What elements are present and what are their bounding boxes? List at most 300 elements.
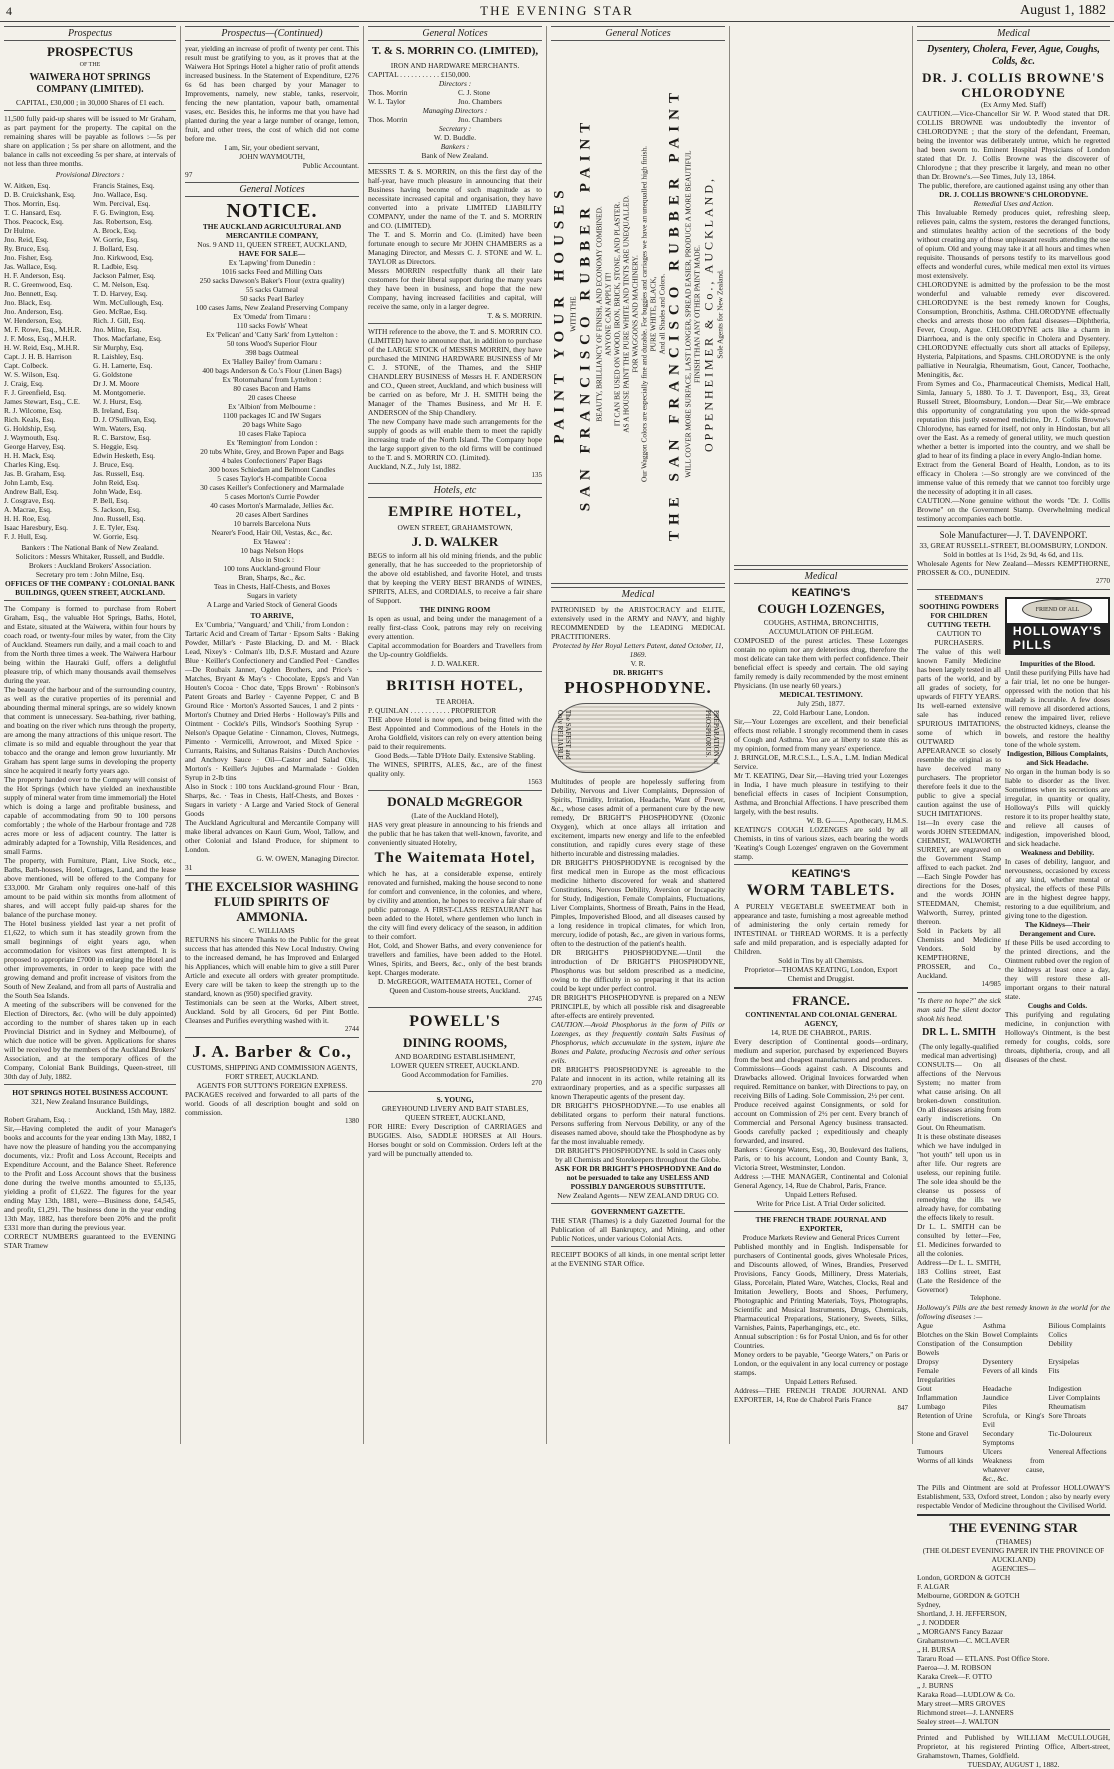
british-location: TE AROHA. <box>435 697 475 706</box>
rubber-paint-line: OPPENHEIMER & Co., AUCKLAND, <box>701 175 716 452</box>
sole-agents: Wholesale Agents for New Zealand—Messrs KEMPTHORNE, PROSSER & CO., DUNEDIN. <box>917 559 1110 577</box>
director-name: F. J. Greenfield, Esq. <box>4 388 67 397</box>
director-name: H. F. Anderson, Esq. <box>4 271 66 280</box>
director-name: Jno. Wallace, Esq. <box>93 190 148 199</box>
director-name: Jas. B. Graham, Esq. <box>4 469 66 478</box>
section-head: Medical <box>734 569 908 584</box>
managing-list <box>368 115 542 124</box>
director-name: R. Ladbie, Esq. <box>93 262 139 271</box>
rotated-ad-text <box>552 54 725 574</box>
disease-item: Tic-Doloureux <box>1048 1429 1092 1438</box>
trade-sub: Produce Markets Review and General Prices Current <box>742 1233 900 1242</box>
keatings-2: KEATING'S <box>791 868 851 880</box>
rubber-paint-line: PAINT YOUR HOUSES <box>551 183 568 444</box>
director-name: P. Bell, Esq. <box>93 496 129 505</box>
director-name: Dr J. M. Moore <box>93 379 140 388</box>
agency-item: Grahamstown—C. MCLAVER <box>917 1636 1010 1645</box>
account-to: Robert Graham, Esq. : <box>4 1115 71 1124</box>
sign-off: I am, Sir, your obedient servant, <box>224 143 320 152</box>
agency-item: „ MORGAN'S Fancy Bazaar <box>917 1627 1003 1636</box>
bankers: Bankers : The National Bank of New Zealand. <box>21 543 159 552</box>
mcgregor-sub: (Late of the Auckland Hotel), <box>411 811 499 820</box>
sale-item: Ex 'Remington' from London : <box>226 438 318 447</box>
dr-brights: DR. BRIGHT'S <box>612 668 664 677</box>
mcgregor-body: HAS very great pleasure in announcing to his friends and the public that he has taken that well-known, favorite, and conveniently situated Hotelry, <box>368 820 542 847</box>
section-head: Hotels, etc <box>368 483 542 498</box>
agency-item: London, GORDON & GOTCH <box>917 1573 1011 1582</box>
steedman-holloway-row <box>917 593 1110 1303</box>
director-name: Capt. J. H. B. Harrison <box>4 352 72 361</box>
smith-body: It is these obstinate diseases which we have indulged in "hot youth" tell upon us in after life. Our regrets are useless, our repining futile. The sole idea should be the cleanse us possess of remedying the ills we already have, for combating the effects likely to result. <box>917 1132 1001 1222</box>
prospectus-title: PROSPECTUS <box>47 44 133 59</box>
account-address: 321, New Zealand Insurance Buildings, <box>31 1097 149 1106</box>
phosphodyne-sold: DR BRIGHT'S PHOSPHODYNE. Is sold in Cases only by all Chemists and Storekeepers throughout the Globe. <box>555 1146 721 1164</box>
disease-item: Dysentery <box>982 1357 1014 1366</box>
sale-item: 10 barrels Barcelona Nuts <box>233 519 311 528</box>
evening-star-tag: (THE OLDEST EVENING PAPER IN THE PROVINCE OF AUCKLAND) <box>922 1546 1105 1564</box>
prospectus-body-1: The Company is formed to purchase from Robert Graham, Esq., the valuable Hot Springs, Baths, Hotel, and Estate, situated at the Waiwera, within four hours by coach road, or twenty-four miles by water, from the City of Auckland. Steamers run daily, and a mail coach to and from the North three times a week. The Waiwera Harbour being within the Hauraki Gulf, offers a delightful pleasure trip, of which many thousands avail themselves during the year. <box>4 604 176 685</box>
arrive-intro: Ex 'Cumbria,' 'Vanguard,' and 'Chili,' from London : <box>195 620 349 629</box>
divider <box>734 1211 908 1212</box>
barber-agents: AGENTS FOR SUTTON'S FOREIGN EXPRESS. <box>196 1081 348 1090</box>
director-name: J. Cosgrave, Esq. <box>4 496 56 505</box>
directors-heading: Provisional Directors : <box>55 170 125 179</box>
director-name: H. H. Mack, Esq. <box>4 451 56 460</box>
sale-item: 20 cases Albert Sardines <box>235 510 309 519</box>
director-name: Wm. Percival, Esq. <box>93 199 151 208</box>
director-name: Andrew Ball, Esq. <box>4 487 59 496</box>
dr-smith: DR L. L. SMITH <box>922 1027 996 1038</box>
smith-address: Address—Dr L. L. SMITH, 183 Collins street, East (Late the Residence of the Governor) <box>917 1258 1001 1294</box>
director-name: G. Goldstone <box>93 370 133 379</box>
director-name: Jno. Russell, Esq. <box>93 514 146 523</box>
director-name: J. E. Tyler, Esq. <box>93 523 140 532</box>
to-arrive: TO ARRIVE, <box>250 611 294 620</box>
imprint: Printed and Published by WILLIAM McCULLOUGH, Proprietor, at his registered Printing Office, Albert-street, Grahamstown, Thames, Goldfield. <box>917 1733 1110 1760</box>
prospectus-continued: year, yielding an increase of profit of twenty per cent. This result must be gratifying to you, as it proves that at the Waiwera Hot Springs Hotel a higher ratio of profit attends increased business. In the Statement of Expenditure, £276 6s 6d has been charged by your Manager to Improvements, namely, new stable, tanks, reservoir, fencing the new plantation, vapour bath, ornamental vases, etc. Besides this, he informs me that you have had planted during the year a large number of orange, lemon, fruit, and other trees, the cost of which did not come before me. <box>185 44 359 143</box>
collis-caution: CAUTION.—Vice-Chancellor Sir W. P. Wood stated that DR. COLLIS BROWNE was undoubtedly the inventor of CHLORODYNE ; that the story of the defendant, Freeman, being the inventor was deliberately untrue, which he regretted had been sworn to. Eminent Hospital Physicians of London stated that Dr. J. Collis Browne was the discoverer of Chlorodyne ; that they prescribe it largely, and mean no other than Dr. Browne's.—See Times, July 13, 1864. <box>917 109 1110 181</box>
trade-money: Money orders to be payable, "George Waters," on Paris or London, or the equivalent in any local currency or postage stamps. <box>734 1350 908 1377</box>
powells: POWELL'S <box>409 1013 501 1030</box>
reference-date: Auckland, N.Z., July 1st, 1882. <box>368 462 461 471</box>
director-name: Jno. Kirkwood, Esq. <box>93 253 154 262</box>
smith-quote: "Is there no hope?" the sick man said The silent doctor shook his head. <box>917 996 1001 1023</box>
testimony-sign: J. BRINGLOE, M.R.C.S.L., L.S.A., L.M. Indian Medical Service. <box>734 753 908 771</box>
director-name: Isaac Haresbury, Esq. <box>4 523 68 532</box>
sale-item: 110 sacks Fowls' Wheat <box>236 321 308 330</box>
managing-label: Managing Directors : <box>422 106 488 115</box>
dysentery-heading: Dysentery, Cholera, Fever, Ague, Coughs, Colds, &c. <box>927 44 1100 67</box>
sale-item: Ex 'Omeda' from Timaru : <box>233 312 311 321</box>
disease-item: Inflammation <box>917 1393 958 1402</box>
remedial-uses: Remedial Uses and Action. <box>973 199 1054 208</box>
barber-name: J. A. Barber & Co., <box>192 1042 352 1061</box>
rubber-paint-line: WITH THE <box>568 295 578 332</box>
disease-item: Venereal Affections <box>1048 1447 1107 1456</box>
british-body-3: The WINES, SPIRITS, ALES, &c., are of the finest quality only. <box>368 760 542 778</box>
dining-room: THE DINING ROOM <box>419 605 491 614</box>
disease-item: Indigestion <box>1048 1384 1082 1393</box>
holloway-ad <box>1005 593 1110 1303</box>
phosphodyne: PHOSPHODYNE. <box>564 678 712 697</box>
director-name: Jno. Milne, Esq. <box>93 325 142 334</box>
british-body-2: Good Beds.—Table D'Hote Daily. Extensive Stabling. <box>374 751 536 760</box>
divider <box>185 875 359 876</box>
testimony-2: Mr T. KEATING, Dear Sir,—Having tried your Lozenges in India, I have much pleasure in testifying to their beneficial effects in cases of Incipient Consumption, Asthma, and Bronchial Affections. I have prescribed them largely, with the best results. <box>734 771 908 816</box>
disease-item: Bowel Complaints <box>982 1330 1038 1339</box>
column-rubber-paint <box>547 26 730 1444</box>
testimony-body: Sir,—Your Lozenges are excellent, and their beneficial effects most reliable. I strongly recommend them in cases of Cough and Asthma. You are at liberty to state this as my opinion, formed from many years' experience. <box>734 717 908 753</box>
coughs: Coughs and Colds. <box>1027 1001 1088 1010</box>
director-name: Ry. Bruce, Esq. <box>4 244 50 253</box>
sale-item: 400 bags Anderson & Co.'s Flour (Linen Bags) <box>202 366 342 375</box>
ad-number: 97 <box>185 170 193 179</box>
director-name: Thos. Peacock, Esq. <box>4 217 64 226</box>
lozenges-body: COMPOSED of the purest articles. These Lozenges contain no opium nor any deleterious drug, therefore the most delicate can take them with perfect confidence. Their beneficial effect is speedy and certain. The old saying family remedy is daily recommended by the most eminent Physicians. (In use nearly 60 years.) <box>734 636 908 690</box>
divider <box>4 1084 176 1085</box>
sale-item: 50 sacks Pearl Barley <box>240 294 304 303</box>
director-name: D. J. O'Sullivan, Esq. <box>93 415 157 424</box>
weakness-body: In cases of debility, languor, and nervousness, occasioned by excess of any kind, whether mental or physical, the effects of these Pills are in the highest degree happy, restoring to a due equilibrium, and giving tone to the digestion. <box>1004 857 1110 920</box>
steedman-body: The value of this well known Family Medicine has been largely tested in all parts of the world, and by all grades of society, for upwards of FIFTY YEARS. Its well-earned extensive sale has induced SPURIOUS IMITATIONS, some of which in OUTWARD APPEARANCE so closely resemble the original as to have deceived many purchasers. The proprietor therefore feels it due to the public to give a special caution against the use of SUCH IMITATIONS. <box>917 647 1001 818</box>
young-body: FOR HIRE: Every Description of CARRIAGES and BUGGIES. Also, SADDLE HORSES at All Hours. Horses bought or sold on Commission. Orders left at the yard will be punctually attended to. <box>368 1122 542 1158</box>
divider <box>917 526 1110 527</box>
trade-body: Published monthly and in English. Indispensable for purchasers of Continental goods, gives Wholesale Prices, and Discounts allowed, of Wines, Brandies, Preserved Provisions, Fancy Goods, Millinery, Dress Materials, Glass, Porcelain, Plated Ware, Watches, Clocks, Real and Imitation Jewellery, Boots and Shoes, Perfumery, Photographic and Printing Materials, Toys, Photographs, Scientific and Musical Instruments, Drugs, Chemicals, Pharmaceutical Preparations, Stationery, Sweets, Silks, Varnishes, Paints, Paperhangings, etc., etc. <box>734 1242 908 1332</box>
france: FRANCE. <box>792 993 850 1008</box>
director-name: S. Jackson, Esq. <box>93 505 141 514</box>
divider <box>368 1091 542 1092</box>
trade-subscription: Annual subscription : 6s for Postal Union, and 6s for other Countries. <box>734 1332 908 1350</box>
morrin-body-3: Messrs MORRIN respectfully thank all their late customers for their liberal support during the many years they have been in business, and hope that the new Company, having increased facilities and capital, will receive the same, only in a larger degree. <box>368 266 542 311</box>
signer: JOHN WAYMOUTH, <box>239 152 305 161</box>
phosphodyne-body-2: DR BRIGHT'S PHOSPHODYNE is recognised by the first medical men in Europe as the most efficacious medicine hitherto discovered for weak and shattered Constitutions, Nervous Debility, Aversion or Incapacity for Study, Indigestion, Female Complaints, Fluctuations, Liver Complaints, Shortness of Breath, Pains in the Head, Pimples, Impoverished Blood, and all diseases caused by a long residence in tropical climates, for which Iron, mercury, iodide of potash, &c., are given in various forms, often to the destruction of the patient's health. <box>551 858 725 948</box>
sale-item: 4 bales Confectioners' Paper Bags <box>221 456 323 465</box>
sale-item: Bran, Sharps, &c., &c. <box>238 573 306 582</box>
paper-name: THE EVENING STAR <box>480 3 634 18</box>
directors-label: Directors : <box>438 79 472 88</box>
phosphodyne-body-3: DR BRIGHT'S PHOSPHODYNE.—Until the introduction of Dr BRIGHT'S PHOSPHODYNE, Phosphorus was but seldom prescribed as a medicine, owing to the difficulty in so preparing it that its action could be kept under perfect control. <box>551 948 725 993</box>
column-head: Prospectus—(Continued) <box>185 26 359 41</box>
divider <box>917 1729 1110 1730</box>
director-name: W. S. Wilson, Esq. <box>4 370 60 379</box>
director-name: Jno. Anderson, Esq. <box>4 307 63 316</box>
morrin-company: T. & S. MORRIN CO. (LIMITED), <box>371 45 539 57</box>
rubber-paint-line: THE SAN FRANCISCO RUBBER PAINT <box>666 86 683 541</box>
steedman-ad <box>917 593 1001 1303</box>
weakness: Weakness and Debility. <box>1020 848 1095 857</box>
agency-item: „ J. NODDER <box>917 1618 960 1627</box>
continental-body: Every description of Continental goods—ordinary, medium and superior, purchased by experienced Buyers from the best and cheapest manufacturers and producers. <box>734 1037 908 1064</box>
disease-item: Ague <box>917 1321 934 1330</box>
sale-item: Ex 'Halley Bailey' from Oamaru : <box>222 357 322 366</box>
sale-item: 5 cases Taylor's H-compatible Cocoa <box>217 474 327 483</box>
prospectus-body-3: The property handed over to the Company will consist of the Hot Springs (which have yielded an inexhaustible supply of mineral water from time immemorial) the Hotel which is doing a large and profitable business, and capable of accommodating from 90 to 100 persons comfortably ; the whole of the Harbour frontage and 728 acres more or less of adjacent country. The latter is admirably adapted for a Township, Villa Residences, and small Farms. <box>4 775 176 856</box>
agency-item: Melbourne, GORDON & GOTCH <box>917 1591 1020 1600</box>
sale-item: 80 cases Bacon and Hams <box>233 384 311 393</box>
prospectus-body-5: The Hotel business yielded last year a net profit of £1,622, to which sum it has steadily grown from the small beginnings of eight years ago, when accommodation for visitors was first attempted. It is proposed to appropriate £7000 in enlarging the Hotel and other improvements, in order to keep pace with the growing demand and profit increase of visitors from the South of New Zealand, and from all parts of Australia and the South Sea Islands. <box>4 919 176 1000</box>
government-gazette: GOVERNMENT GAZETTE. <box>591 1207 685 1216</box>
waitemata-hotel: The Waitemata Hotel, <box>374 850 536 866</box>
british-hotel: BRITISH HOTEL, <box>386 678 524 694</box>
sole-manufacturer: Sole Manufacturer—J. T. DAVENPORT. <box>939 530 1088 540</box>
rubber-paint-line: BEAUTY, BRILLIANCY OF FINISH, AND ECONOMY COMBINED. <box>594 205 604 422</box>
disease-item: Piles <box>982 1402 998 1411</box>
imprint-date: TUESDAY, AUGUST 1, 1882. <box>967 1760 1060 1769</box>
sale-item: 30 cases Keiller's Confectionery and Marmalade <box>200 483 344 492</box>
bankers: Bank of New Zealand. <box>421 151 489 160</box>
disease-item: Worms of all kinds <box>917 1456 974 1465</box>
disease-item: Constipation of the Bowels <box>917 1339 979 1357</box>
disease-item: Secondary Symptoms <box>982 1429 1015 1447</box>
young: S. YOUNG, <box>436 1095 474 1104</box>
director-name: M. F. Rowe, Esq., M.H.R. <box>4 325 82 334</box>
director-name: R. J. Wilcome, Esq. <box>4 406 63 415</box>
director-name: F. J. Hull, Esq. <box>4 532 48 541</box>
disease-item: Ulcers <box>982 1447 1002 1456</box>
column-head: General Notices <box>551 26 725 41</box>
rubber-paint-line: Sole Agents for New Zealand. <box>715 268 725 359</box>
morrin-sign: T. & S. MORRIN. <box>487 311 542 320</box>
worm-proprietor: Proprietor—THOMAS KEATING, London, Export Chemist and Druggist. <box>744 965 898 983</box>
sale-item: Sugars in variety <box>246 591 298 600</box>
capital: CAPITAL, £30,000 ; in 30,000 Shares of £1 each. <box>15 98 165 107</box>
director-name: Thos. Morrin <box>368 88 408 97</box>
lozenges-sold: KEATING'S COUGH LOZENGES are sold by all Chemists, in tins of various sizes, each bearing the words 'Keating's Cough Lozenges' engraven on the Government stamp. <box>734 825 908 861</box>
disease-item: Fevers of all kinds <box>982 1366 1038 1375</box>
collis-public: The public, therefore, are cautioned against using any other than <box>918 181 1109 190</box>
divider <box>4 600 176 601</box>
kidneys: The Kidneys—Their Derangement and Cure. <box>1019 920 1096 938</box>
reference-body-2: The new Company have made such arrangements for the supply of goods as will enable them to meet the rapidly increasing trade of the North Island. The Company hope the large support given to the old firms will be continued to the T. and S. MORRIN CO. (Limited). <box>368 417 542 462</box>
director-name: J. Bollard, Esq. <box>93 244 139 253</box>
disease-item: Colics <box>1048 1330 1068 1339</box>
rubber-paint-line: PURE WHITE, BLACK, <box>648 276 658 351</box>
section-head: General Notices <box>185 182 359 197</box>
advances-notice: The Auckland Agricultural and Mercantile Company will make liberal advances on Kauri Gum, Wool, Tallow, and other Colonial and Island Produce, for shipment to London. <box>185 818 359 854</box>
continental-address: 14, RUE DE CHABROL, PARIS. <box>770 1028 872 1037</box>
divider <box>368 163 542 164</box>
ad-number: 31 <box>185 863 193 872</box>
disease-item: Erysipelas <box>1048 1357 1080 1366</box>
agency-item: Karaka Road—LUDLOW & Co. <box>917 1690 1015 1699</box>
uses-list: CHLORODYNE is admitted by the profession to be the most wonderful and valuable remedy ever discovered. CHLORODYNE is the best remedy known for Coughs, Consumption, Bronchitis, Asthma. CHLORODYNE effectually checks and arrests those too often fatal diseases—Diphtheria, Fever, Croup, Ague. CHLORODYNE acts like a charm in Diarrhoea, and is the only specific in Cholera and Dysentery. CHLORODYNE effectually cuts short all attacks of Epilepsy, Hysteria, Palpitations, and Spasms. CHLORODYNE is the only palliative in Neuralgia, Rheumatism, Gout, Cancer, Toothache, Meningitis, &c. <box>917 280 1110 379</box>
empire-body: BEGS to inform all his old mining friends, and the public generally, that he has succeeded to the proprietorship of the above old established, and favorite Hotel, and trusts that by keeping the VERY BEST BRANDS of WINES, SPIRITS, ALES, and CORDIALS, to receive a fair share of Support. <box>368 551 542 605</box>
issue-date: August 1, 1882 <box>1020 3 1106 18</box>
indigestion: Indigestion, Bilious Complaints, and Sick Headache. <box>1006 749 1108 767</box>
smith-consults: CONSULTS— On all affections of the Nervous System; no matter from what cause arising. On all broken-down constitution. On all diseases arising from early indiscretions. On Gout. On Rheumatism. <box>917 1060 1001 1132</box>
director-name: Rich. Keals, Esq. <box>4 415 56 424</box>
trade-journal: THE FRENCH TRADE JOURNAL AND EXPORTER, <box>755 1215 887 1233</box>
holloway-address: The Pills and Ointment are sold at Professor HOLLOWAY'S Establishment, 533, Oxford street, London ; also by nearly every respectable Vendor of Medicine throughout the Civilised World. <box>917 1483 1110 1510</box>
waitemata-sign: D. McGREGOR, WAITEMATA HOTEL, Corner of Queen and Custom-house streets, Auckland. <box>377 977 533 995</box>
rubber-paint-line: ANYONE CAN APPLY IT! <box>603 271 613 356</box>
disease-item: Blotches on the Skin <box>917 1330 979 1339</box>
ad-number: 847 <box>897 1404 908 1412</box>
director-name: Jas. Robertson, Esq. <box>93 217 153 226</box>
symes-letter: From Symes and Co., Pharmaceutical Chemists, Medical Hall, Simla, January 5, 1880. To J. T. Davenport, Esq., 33, Great Russell Street, Bloomsbury, London.—Dear Sir,—We embrace this opportunity of congratulating you upon the wide-spread reputation this justly esteemed medicine, Dr. J. Collis Browne's Chlorodyne, has earned for itself, not only in Hindostan, but all over the East. As a remedy of general utility, we much question whether a better is imported into the country, and we shall be glad to hear of its finding a place in every Anglo-Indian home. <box>917 379 1110 460</box>
divider <box>917 1514 1110 1516</box>
director-name: J. Waymouth, Esq. <box>4 433 60 442</box>
barber-sub: CUSTOMS, SHIPPING AND COMMISSION AGENTS, FORT STREET, AUCKLAND. <box>186 1063 358 1081</box>
director-name: R. Laishley, Esq. <box>93 352 144 361</box>
keatings: KEATING'S <box>791 587 851 599</box>
sale-item: 20 bags White Sago <box>242 420 302 429</box>
sale-item: 5 cases Morton's Currie Powder <box>224 492 320 501</box>
agency-item: Paeroa—J. M. ROBSON <box>917 1663 992 1672</box>
continental-bankers: Bankers : George Waters, Esq., 30, Boulevard des Italiens, Paris, or to his account, London and County Bank, 3, Victoria Street, Westminster, London. <box>734 1145 908 1172</box>
ad-number: 2745 <box>528 995 542 1003</box>
director-name: T. C. Hansard, Esq. <box>4 208 62 217</box>
disease-item: Gout <box>917 1384 932 1393</box>
director-name: Jno. Fisher, Esq. <box>4 253 53 262</box>
holloway-logo <box>1005 597 1110 655</box>
waitemata-body: which he has, at a considerable expense, entirely renovated and furnished, making the house second to none for comfort and convenience, in the colonies, and where, by civility and attention, he hopes to receive a fair share of public patronage. A FIRST-CLASS RESTAURANT has been added to the Hotel, where gentlemen who lunch in the city will find every delicacy of the season, in addition to their comfort. <box>368 869 542 941</box>
continental-body-3: Produce received against Consignments, or sold for account on Commission of 2½ per cent. Every branch of Commercial and Personal Agency business transacted. Goods carefully packed ; expeditiously and cheaply forwarded, and insured. <box>734 1100 908 1145</box>
ship-left-caption: The SAFEST and Only RELIABLE <box>556 710 572 760</box>
director-name: W. Henderson, Esq. <box>4 316 63 325</box>
star-body: THE STAR (Thames) is a duly Gazetted Journal for the Publication of all Bankruptcy, and Mining, and other Public Notices, under various Colonial Acts. <box>551 1216 725 1243</box>
director-name: Dr Hulme. <box>4 226 36 235</box>
bankers-label: Bankers : <box>440 142 470 151</box>
disease-item: Rheumatism <box>1048 1402 1086 1411</box>
collis-caution-2: CAUTION.—None genuine without the words "Dr. J. Collis Browne" on the Government Stamp. Overwhelming medical testimony accompanies each bottle. <box>917 496 1110 523</box>
empire-hotel: EMPIRE HOTEL, <box>388 504 522 520</box>
ad-number: 1380 <box>345 1117 359 1125</box>
managing-director-name: Jno. Chambers <box>458 115 502 124</box>
steedman-body-2: 1st—In every case the words JOHN STEEDMAN, CHEMIST, WALWORTH SURREY, are engraved on the Government Stamp affixed to each packet. 2nd—Each Single Powder has directions for the Doses, and the words JOHN STEEDMAN, Chemist, Walworth, Surrey, printed thereon. <box>917 818 1001 926</box>
divider <box>551 1203 725 1204</box>
impurities-body: Until these purifying Pills have had a fair trial, let no one be hunger-oppressed with the notion that his malady is incurable. A few doses will remove all disordered actions, renew the impaired liver, relieve the obstructed kidneys, cleanse the bowels, and restore the healthy tone of the whole system. <box>1004 668 1110 749</box>
director-name: Jno. Bennett, Esq. <box>4 289 58 298</box>
director-name: A. Macrae, Esq. <box>4 505 52 514</box>
divider <box>917 589 1110 590</box>
disease-catalogue <box>917 1321 1110 1483</box>
lozenges-sub: COUGHS, ASTHMA, BRONCHITIS, ACCUMULATION OF PHLEGM. <box>763 618 879 636</box>
phosphodyne-body-6: DR BRIGHT'S PHOSPHODYNE.—To use enables all debilitated organs to perform their natural functions. Persons suffering from Nervous Debility, or any of the diseases named above, should take the Phosphodyne as by far the most invaluable remedy. <box>551 1101 725 1146</box>
director-name: J. Craig, Esq. <box>4 379 44 388</box>
agency-item: „ H. BURSA <box>917 1645 956 1654</box>
divider <box>734 864 908 865</box>
testimony-date: July 25th, 1877. <box>797 699 845 708</box>
patronised: PATRONISED by the ARISTOCRACY and ELITE, extensively used in the ARMY and NAVY, and highly RECOMMENDED by the LEADING MEDICAL PRACTITIONERS. <box>551 605 725 641</box>
managing-director-name: Thos. Morrin <box>368 115 408 124</box>
ship-illustration <box>551 703 725 773</box>
sole-address: 33, GREAT RUSSELL-STREET, BLOOMSBURY, LONDON. <box>919 541 1108 550</box>
steedman-title: STEEDMAN'S SOOTHING POWDERS FOR CHILDREN CUTTING TEETH. <box>919 593 999 629</box>
column-prospectus <box>0 26 181 1444</box>
indigestion-body: No organ in the human body is so liable to disorder as the liver. Sometimes when its secretions are irregular, in quantity or quality, Holloway's Pills will quickly restore it to its proper healthy state, and relieve all causes of indigestion, impoverished blood, and sick headache. <box>1004 767 1110 848</box>
disease-item: Headache <box>982 1384 1012 1393</box>
collis-2: DR. J. COLLIS BROWNE'S CHLORODYNE. <box>939 190 1088 199</box>
prospectus-body-6: A meeting of the subscribers will be convened for the Election of Directors, &c. (who will be duly appointed) according to the number of shares taken up in each Provincial District and in Sydney and Melbourne), of which due notice will be given. Applications for shares will be received by the members of the Auckland Brokers' Association, and at the temporary offices of the Company, Colonial Bank Buildings, Queen-street, till 30th day of July, 1882. <box>4 1000 176 1081</box>
sale-item: 10 cases Flake Tapioca <box>237 429 307 438</box>
quinlan: P. QUINLAN . . . . . . . . . . . PROPRIETOR <box>368 706 497 715</box>
arrive-text: Tartaric Acid and Cream of Tartar · Epsom Salts · Baking Powder, Millar's · Paste Blacking, D. and M. · Black Lead, Nixey's · Colman's 1lb, D.S.F. Mustard and Azure Blue · Keiller's Confectionery and Candied Peel · Candles—De Roubaix Janner, Ogden Brothers, and Price's · Matches, Bryant & May's · Chocolate, Epps's and Van Houten's Cocoa · Choc date, 'Epps Brown' · Robinson's Patent Groats and Barley · Cayenne Pepper, C and B Ground Rice · Morton's Assorted Sauces, 1 and 2 pints · Morton's Chutney and Dried Herbs · Holloway's Pills and Ointment · Cockle's Pills, Windsor's Soothing Syrup · Nelson's Opaque Gelatine · Cinnamon, Cloves, Nutmegs, Pimento · Vermicelli, Arrowroot, and Mixed Spice · Currants, Raisins, and Sultanas Raisins · Dutch Anchovies and Anchovy Sauce · Oil—Castor and Salad Oils, Morton's · Keiller's Jujubes and Marmalade · Golden Syrup in 2-lb tins <box>185 629 359 782</box>
ad-number: 270 <box>531 1079 542 1087</box>
evening-star-title: THE EVENING STAR <box>949 1520 1078 1535</box>
impurities: Impurities of the Blood. <box>1019 659 1096 668</box>
director-name: George Harvey, Esq. <box>4 442 66 451</box>
disease-item: Debility <box>1048 1339 1073 1348</box>
caution: CAUTION.—Avoid Phosphorus in the form of Pills or Lozenges, as they frequently contain Salts Fusinus of Phosphorus, which accumulate in the system, injure the Bones and Palate, producing Necrosis and other serious evils. <box>551 1020 725 1065</box>
ask-for: ASK FOR DR BRIGHT'S PHOSPHODYNE And do not be persuaded to take any USELESS AND POSSIBLY DANGEROUS SUBSTITUTE. <box>554 1164 722 1191</box>
sale-item: 100 tons Auckland-ground Flour <box>223 564 321 573</box>
column-head: Prospectus <box>4 26 176 41</box>
director-name: F. G. Ewington, Esq. <box>93 208 155 217</box>
director-name: S. Heggie, Esq. <box>93 442 139 451</box>
director-name: John Wade, Esq. <box>93 487 142 496</box>
ad-number: 2744 <box>345 1025 359 1033</box>
column-prospectus-continued <box>181 26 364 1444</box>
unpaid: Unpaid Letters Refused. <box>784 1190 858 1199</box>
medical-testimony: MEDICAL TESTIMONY. <box>779 690 863 699</box>
vr: V. R. <box>630 659 646 668</box>
director-name: W. L. Taylor <box>368 97 406 106</box>
column-head: Medical <box>917 26 1110 41</box>
agency-item: F. ALGAR <box>917 1582 950 1591</box>
sale-item: Ex 'Pelican' and 'Catty Sark' from Lyttelton : <box>206 330 338 339</box>
director-name: Jno. Chambers <box>458 97 502 106</box>
divider <box>368 1007 542 1008</box>
director-name: H. H. Roe, Esq. <box>4 514 51 523</box>
agency-item: Shortland, J. H. JEFFERSON, <box>917 1609 1007 1618</box>
have-for-sale: HAVE FOR SALE— <box>238 249 306 258</box>
agency-item: Richmond street—J. LANNERS <box>917 1708 1014 1717</box>
morrin-body: MESSRS T. & S. MORRIN, on this the first day of the half-year, have much pleasure in announcing that their Business having become of such magnitude as to necessitate increased capital and organisation, they have converted into a private LIMITED LIABILITY COMPANY, under the name of the T. and S. MORRIN and CO. (LIMITED). <box>368 167 542 230</box>
director-name: J. F. Moss, Esq., M.H.R. <box>4 334 77 343</box>
ad-number: 1563 <box>528 778 542 786</box>
phosphodyne-body-4: DR BRIGHT'S PHOSPHODYNE is prepared on a NEW PRINCIPLE, by which all possible risk and disagreeable after-effects are entirely prevented. <box>551 993 725 1020</box>
disease-item: Dropsy <box>917 1357 939 1366</box>
agm-signer: G. W. OWEN, Managing Director. <box>256 854 359 863</box>
barber-body: PACKAGES received and forwarded to all parts of the world. Goods of all description bought and sold on commission. <box>185 1090 359 1117</box>
director-name: Thos. Macfarlane, Esq. <box>93 334 162 343</box>
divider <box>368 790 542 791</box>
powell-body: Good Accommodation for Families. <box>401 1070 509 1079</box>
morrin-capital: CAPITAL . . . . . . . . . . . £150,000. <box>368 70 471 79</box>
sale-item: Ex 'Albion' from Melbourne : <box>228 402 316 411</box>
disease-item: Weakness from whatever cause, &c., &c. <box>982 1456 1045 1483</box>
sole-price: Sold in bottles at 1s 1½d, 2s 9d, 4s 6d, and 11s. <box>943 550 1084 559</box>
smith-telephone: Telephone. <box>970 1294 1001 1302</box>
rubber-paint-line: WILL COVER MORE SURFACE, LAST LONGER, SPREAD EASIER, PRODUCE A MORE BEAUTIFUL <box>683 149 693 478</box>
column-medical <box>913 26 1114 1769</box>
rubber-paint-line: Our Waggon Colors are especially fine and durable. For buggies and carriages we have an unequalled high finish. <box>639 145 649 482</box>
agency-item: Tararu Road — ETLANS. Post Office Store. <box>917 1654 1050 1663</box>
director-name: Edwin Hesketh, Esq. <box>93 451 155 460</box>
collis-browne: DR. J. COLLIS BROWNE'S CHLORODYNE <box>922 70 1105 100</box>
director-name: John Lamb, Esq. <box>4 478 54 487</box>
director-name: C. M. Nelson, Esq. <box>93 280 150 289</box>
continental-body-2: Commissions—Goods against cash. A Discounts and Drawbacks allowed. Original Invoices forwarded when required. Remittance on banker, with Directions to pay, on receiving Bills of Lading. Sole Commission, 2½ per cent. <box>734 1064 908 1100</box>
morrin-sub: IRON AND HARDWARE MERCHANTS. <box>390 61 520 70</box>
rubber-paint-line: FOR WAGGONS AND MACHINERY. <box>630 254 640 373</box>
director-name: H. W. Reid, Esq., M.H.R. <box>4 343 80 352</box>
patent: Protected by Her Royal Letters Patent, dated October, 11, 1869. <box>552 641 724 659</box>
director-name: Francis Staines, Esq. <box>93 181 155 190</box>
director-name: Jno. Black, Esq. <box>4 298 52 307</box>
coughs-body: This purifying and regulating medicine, in conjunction with Holloway's Ointment, is the best remedy for coughs, colds, sore throats, diphtheria, croup, and all diseases of the chest. <box>1004 1010 1110 1064</box>
secretary: W. D. Buddle. <box>433 133 477 142</box>
share-intro: 11,500 fully paid-up shares will be issued to Mr Graham, as part payment for the property. The capital on the remaining shares will be payable as follows :—5s per share on application ; 5s per share on allotment, and the balance in calls not exceeding 5s per share, at intervals of not less than three months. <box>4 114 176 168</box>
of-the: OF THE <box>79 62 101 68</box>
sale-item: Ex 'Hawea' : <box>253 537 291 546</box>
director-name: A. Brock, Esq. <box>93 226 137 235</box>
director-name: John Reid, Esq. <box>93 478 140 487</box>
disease-item: Stone and Gravel <box>917 1429 969 1438</box>
solicitors: Solicitors : Messrs Whitaker, Russell, and Buddle. <box>15 552 165 561</box>
sale-item: 1016 sacks Feed and Milling Oats <box>221 267 323 276</box>
